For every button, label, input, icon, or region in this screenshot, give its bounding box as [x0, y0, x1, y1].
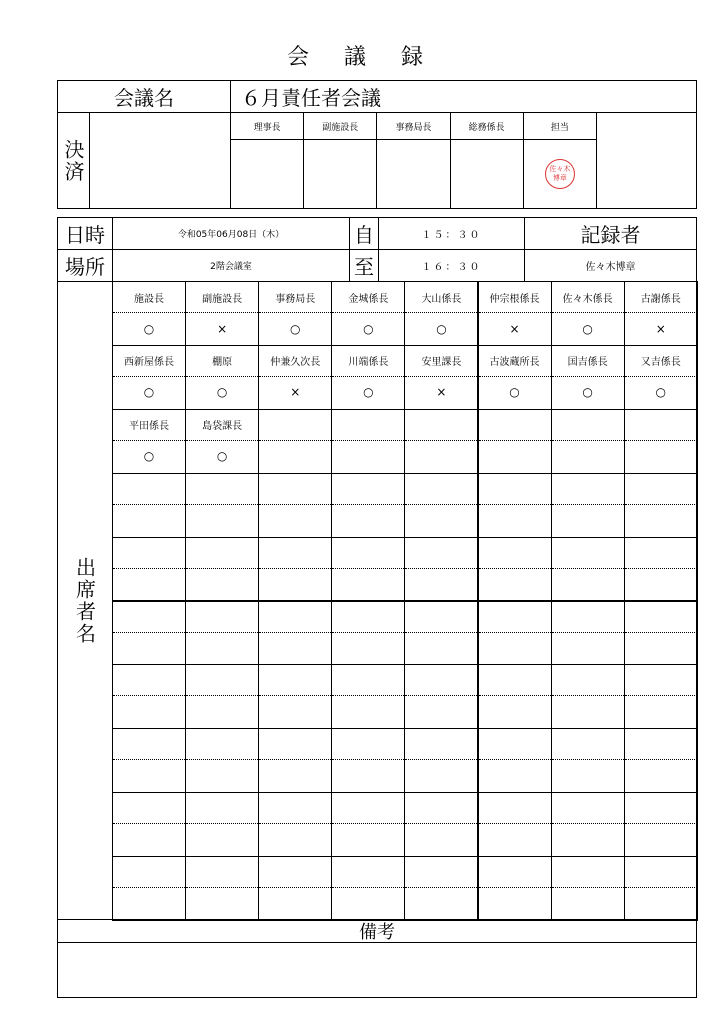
- attendance-mark: [113, 505, 185, 536]
- attendee-cell: [185, 281, 259, 346]
- attendee-cell: [404, 281, 478, 346]
- attendee-name: [259, 729, 331, 760]
- attendee-name: 古波蔵所長: [479, 346, 551, 377]
- approval-stamp-box: [523, 139, 597, 209]
- attendance-mark: [332, 760, 404, 791]
- attendee-cell: [112, 664, 186, 729]
- attendee-cell: [551, 281, 625, 346]
- attendance-mark: [186, 888, 258, 919]
- attendance-mark: [259, 569, 331, 600]
- to-label: 至: [349, 249, 379, 282]
- attendee-name: [479, 474, 551, 505]
- attendee-cell: [551, 856, 625, 921]
- attendance-mark: [405, 441, 477, 472]
- attendance-mark: [625, 760, 697, 791]
- attendee-cell: [404, 728, 478, 793]
- attendee-name: [625, 793, 697, 824]
- attendee-cell: [478, 409, 552, 474]
- attendee-cell: [258, 792, 332, 857]
- attendee-name: [552, 793, 624, 824]
- attendance-mark: [552, 824, 624, 855]
- attendance-mark: ○: [509, 385, 520, 400]
- attendance-mark: [259, 441, 331, 472]
- attendee-cell: [624, 664, 698, 729]
- attendee-name: 副施設長: [186, 282, 258, 313]
- attendee-name: 大山係長: [405, 282, 477, 313]
- attendee-cell: [185, 601, 259, 666]
- attendance-mark: [332, 824, 404, 855]
- attendance-mark: [552, 505, 624, 536]
- attendance-mark: [332, 696, 404, 727]
- attendance-mark: [405, 696, 477, 727]
- attendee-cell: [185, 728, 259, 793]
- attendance-mark: ○: [216, 449, 228, 464]
- attendance-mark: [552, 633, 624, 664]
- attendee-name: [625, 857, 697, 888]
- attendance-mark: [259, 760, 331, 791]
- attendee-name: 事務局長: [259, 282, 331, 313]
- attendance-mark: [259, 633, 331, 664]
- attendee-cell: [478, 281, 552, 346]
- attendee-cell: [258, 409, 332, 474]
- remarks-label: 備考: [57, 919, 697, 943]
- attendee-name: [332, 410, 404, 441]
- attendee-name: [625, 665, 697, 696]
- attendee-cell: [185, 473, 259, 538]
- attendance-mark: [625, 888, 697, 919]
- attendance-mark: [625, 696, 697, 727]
- attendee-name: [552, 538, 624, 569]
- attendee-name: [405, 602, 477, 633]
- approval-stamp-box: [450, 139, 524, 209]
- attendee-cell: [478, 473, 552, 538]
- attendee-name: 島袋課長: [186, 410, 258, 441]
- attendee-name: [186, 602, 258, 633]
- attendee-name: [259, 410, 331, 441]
- attendance-mark: [259, 888, 331, 919]
- approval-stamp-box: [303, 139, 377, 209]
- attendee-name: 西新屋係長: [113, 346, 185, 377]
- attendee-cell: [404, 537, 478, 602]
- attendee-cell: [551, 473, 625, 538]
- attendee-cell: [478, 345, 552, 410]
- attendee-name: [625, 410, 697, 441]
- attendee-name: [552, 602, 624, 633]
- attendee-name: 佐々木係長: [552, 282, 624, 313]
- attendee-name: [405, 857, 477, 888]
- attendance-mark: [113, 760, 185, 791]
- attendee-name: [552, 729, 624, 760]
- attendance-mark: [625, 569, 697, 600]
- attendee-cell: [112, 792, 186, 857]
- attendance-mark: ○: [289, 321, 301, 336]
- attendee-name: [479, 665, 551, 696]
- attendance-mark: [259, 824, 331, 855]
- attendance-mark: ×: [509, 321, 520, 336]
- attendee-cell: [624, 728, 698, 793]
- attendance-mark: [405, 760, 477, 791]
- date-label: 日時: [57, 217, 113, 250]
- attendees-label-cell: [57, 281, 113, 920]
- attendance-mark: ○: [582, 385, 593, 400]
- attendee-name: [625, 602, 697, 633]
- attendee-cell: [185, 345, 259, 410]
- attendance-mark: [479, 824, 551, 855]
- date-value: 令和05年06月08日（木）: [112, 217, 350, 250]
- attendee-name: [405, 665, 477, 696]
- attendance-mark: ○: [582, 321, 593, 336]
- approval-role-header: 総務係長: [450, 112, 524, 140]
- document-title: 会 議 録: [287, 45, 437, 70]
- approval-role-header: 理事長: [230, 112, 304, 140]
- attendance-mark: [405, 824, 477, 855]
- attendee-cell: [404, 856, 478, 921]
- attendee-cell: [258, 473, 332, 538]
- attendee-cell: [624, 601, 698, 666]
- approval-stamp-box: [376, 139, 450, 209]
- attendee-name: [259, 474, 331, 505]
- attendance-mark: [113, 569, 185, 600]
- attendee-name: 安里課長: [405, 346, 477, 377]
- attendee-name: [186, 538, 258, 569]
- attendance-mark: [552, 888, 624, 919]
- attendee-cell: [551, 792, 625, 857]
- from-label: 自: [349, 217, 379, 250]
- attendee-name: [113, 793, 185, 824]
- attendee-name: [332, 665, 404, 696]
- attendee-cell: [624, 345, 698, 410]
- attendee-cell: [258, 537, 332, 602]
- approval-role-header: 担当: [523, 112, 597, 140]
- approval-blank-cell: [89, 112, 231, 209]
- attendee-name: 金城係長: [332, 282, 404, 313]
- attendee-cell: [478, 537, 552, 602]
- attendance-mark: ○: [143, 385, 155, 400]
- attendee-cell: [258, 728, 332, 793]
- attendance-mark: ○: [436, 321, 447, 336]
- attendee-name: 平田係長: [113, 410, 185, 441]
- attendee-cell: [112, 601, 186, 666]
- attendee-cell: [404, 664, 478, 729]
- attendee-name: [186, 857, 258, 888]
- attendee-cell: [331, 409, 405, 474]
- attendee-name: [259, 665, 331, 696]
- attendance-mark: [479, 633, 551, 664]
- attendee-name: [625, 474, 697, 505]
- attendance-mark: [332, 505, 404, 536]
- attendance-mark: [625, 505, 697, 536]
- attendee-name: [332, 474, 404, 505]
- from-time: １５：３０: [378, 217, 525, 250]
- attendance-mark: [186, 633, 258, 664]
- attendee-cell: [331, 281, 405, 346]
- seal-stamp-icon: [545, 159, 575, 189]
- attendance-mark: [552, 569, 624, 600]
- attendee-cell: [331, 664, 405, 729]
- attendance-mark: [113, 633, 185, 664]
- attendee-cell: [624, 473, 698, 538]
- attendance-mark: [186, 696, 258, 727]
- attendee-name: [113, 729, 185, 760]
- attendee-cell: [624, 281, 698, 346]
- attendee-name: [113, 602, 185, 633]
- attendance-mark: [186, 569, 258, 600]
- attendee-name: [405, 538, 477, 569]
- attendee-name: 古謝係長: [625, 282, 697, 313]
- attendee-cell: [551, 345, 625, 410]
- attendee-name: [113, 538, 185, 569]
- attendee-name: [186, 474, 258, 505]
- attendee-name: [552, 474, 624, 505]
- attendee-cell: [624, 792, 698, 857]
- attendee-name: [405, 793, 477, 824]
- attendee-cell: [551, 601, 625, 666]
- attendee-name: [259, 602, 331, 633]
- attendance-mark: [479, 441, 551, 472]
- attendance-mark: [625, 633, 697, 664]
- attendee-cell: [185, 792, 259, 857]
- place-value: 2階会議室: [112, 249, 350, 282]
- attendee-cell: [112, 345, 186, 410]
- attendance-mark: [479, 888, 551, 919]
- attendee-name: [479, 538, 551, 569]
- attendee-cell: [258, 856, 332, 921]
- approval-label: 決済: [61, 138, 85, 183]
- attendee-cell: [112, 728, 186, 793]
- attendee-name: [405, 474, 477, 505]
- attendee-name: [259, 538, 331, 569]
- attendee-name: 棚原: [186, 346, 258, 377]
- attendee-name: [332, 793, 404, 824]
- attendee-name: [552, 857, 624, 888]
- attendance-mark: [113, 696, 185, 727]
- attendee-cell: [112, 409, 186, 474]
- attendee-cell: [258, 345, 332, 410]
- attendance-mark: ×: [655, 321, 666, 336]
- attendance-mark: ×: [290, 385, 301, 400]
- attendee-name: 国吉係長: [552, 346, 624, 377]
- attendee-cell: [185, 664, 259, 729]
- attendance-mark: ○: [363, 321, 374, 336]
- place-label: 場所: [57, 249, 113, 282]
- attendee-cell: [624, 409, 698, 474]
- attendance-mark: [479, 569, 551, 600]
- attendee-cell: [258, 601, 332, 666]
- attendee-name: [405, 729, 477, 760]
- attendance-mark: [186, 824, 258, 855]
- attendee-name: 又吉係長: [625, 346, 697, 377]
- attendee-cell: [478, 664, 552, 729]
- recorder-label: 記録者: [524, 217, 697, 250]
- attendance-mark: [113, 824, 185, 855]
- attendee-cell: [551, 728, 625, 793]
- attendance-mark: [332, 633, 404, 664]
- attendance-mark: [405, 569, 477, 600]
- attendance-mark: [625, 824, 697, 855]
- attendance-mark: [479, 760, 551, 791]
- attendance-mark: [332, 441, 404, 472]
- attendee-name: [186, 793, 258, 824]
- attendance-mark: [259, 696, 331, 727]
- attendee-cell: [478, 792, 552, 857]
- attendance-mark: [186, 760, 258, 791]
- seal-text: 佐々木: [549, 165, 571, 173]
- meeting-name-label: 会議名: [57, 80, 231, 113]
- attendee-cell: [258, 664, 332, 729]
- remarks-body: [57, 942, 697, 998]
- attendance-mark: [405, 888, 477, 919]
- attendee-name: 仲兼久次長: [259, 346, 331, 377]
- attendee-name: [479, 602, 551, 633]
- attendee-cell: [404, 601, 478, 666]
- attendance-mark: [186, 505, 258, 536]
- attendee-name: [479, 793, 551, 824]
- attendee-name: [186, 729, 258, 760]
- attendee-cell: [258, 281, 332, 346]
- attendance-mark: [479, 696, 551, 727]
- approval-role-header: 副施設長: [303, 112, 377, 140]
- attendee-cell: [112, 281, 186, 346]
- attendee-cell: [185, 856, 259, 921]
- attendee-cell: [331, 728, 405, 793]
- attendee-name: [259, 857, 331, 888]
- attendee-name: [113, 857, 185, 888]
- attendance-mark: [479, 505, 551, 536]
- attendance-mark: [552, 696, 624, 727]
- attendee-name: [552, 410, 624, 441]
- attendance-mark: [332, 569, 404, 600]
- attendee-name: [479, 857, 551, 888]
- attendance-mark: [332, 888, 404, 919]
- attendee-cell: [551, 664, 625, 729]
- attendee-cell: [404, 792, 478, 857]
- attendance-mark: [552, 441, 624, 472]
- attendee-cell: [112, 473, 186, 538]
- approval-role-header: 事務局長: [376, 112, 450, 140]
- attendee-name: [625, 729, 697, 760]
- attendance-mark: [405, 505, 477, 536]
- attendee-cell: [185, 409, 259, 474]
- attendee-name: [479, 729, 551, 760]
- attendee-name: [552, 665, 624, 696]
- attendee-cell: [331, 537, 405, 602]
- attendee-cell: [331, 856, 405, 921]
- attendee-cell: [331, 601, 405, 666]
- attendee-name: [479, 410, 551, 441]
- approval-stamp-box: [230, 139, 304, 209]
- attendee-cell: [478, 728, 552, 793]
- attendee-cell: [624, 856, 698, 921]
- attendance-mark: ○: [216, 385, 228, 400]
- attendee-name: 施設長: [113, 282, 185, 313]
- attendee-cell: [404, 345, 478, 410]
- to-time: １６：３０: [378, 249, 525, 282]
- meeting-name-value: ６月責任者会議: [230, 80, 697, 113]
- attendee-cell: [551, 409, 625, 474]
- approval-label-cell: [57, 112, 90, 209]
- attendance-mark: ×: [436, 385, 447, 400]
- attendee-name: [332, 857, 404, 888]
- attendee-name: 仲宗根係長: [479, 282, 551, 313]
- attendee-name: [113, 474, 185, 505]
- attendance-mark: [552, 760, 624, 791]
- attendee-cell: [624, 537, 698, 602]
- attendee-name: 川端係長: [332, 346, 404, 377]
- attendee-cell: [478, 856, 552, 921]
- attendee-cell: [551, 537, 625, 602]
- attendee-cell: [404, 473, 478, 538]
- attendee-name: [113, 665, 185, 696]
- attendee-name: [332, 729, 404, 760]
- attendee-cell: [478, 601, 552, 666]
- seal-text: 博章: [552, 174, 567, 182]
- attendance-mark: ○: [655, 385, 666, 400]
- attendee-cell: [331, 792, 405, 857]
- attendance-mark: ×: [217, 321, 228, 336]
- attendee-cell: [112, 537, 186, 602]
- attendee-cell: [331, 473, 405, 538]
- attendance-mark: ○: [363, 385, 374, 400]
- attendee-cell: [112, 856, 186, 921]
- recorder-value: 佐々木博章: [524, 249, 697, 282]
- attendee-name: [332, 538, 404, 569]
- attendance-mark: ○: [143, 449, 155, 464]
- attendee-name: [332, 602, 404, 633]
- attendee-name: [625, 538, 697, 569]
- attendee-name: [405, 410, 477, 441]
- attendance-mark: ○: [143, 321, 155, 336]
- attendance-mark: [405, 633, 477, 664]
- attendee-cell: [185, 537, 259, 602]
- attendee-cell: [404, 409, 478, 474]
- attendance-mark: [625, 441, 697, 472]
- attendee-cell: [331, 345, 405, 410]
- attendee-name: [259, 793, 331, 824]
- attendance-mark: [113, 888, 185, 919]
- attendance-mark: [259, 505, 331, 536]
- attendee-name: [186, 665, 258, 696]
- attendees-label: 出席者名: [72, 556, 97, 645]
